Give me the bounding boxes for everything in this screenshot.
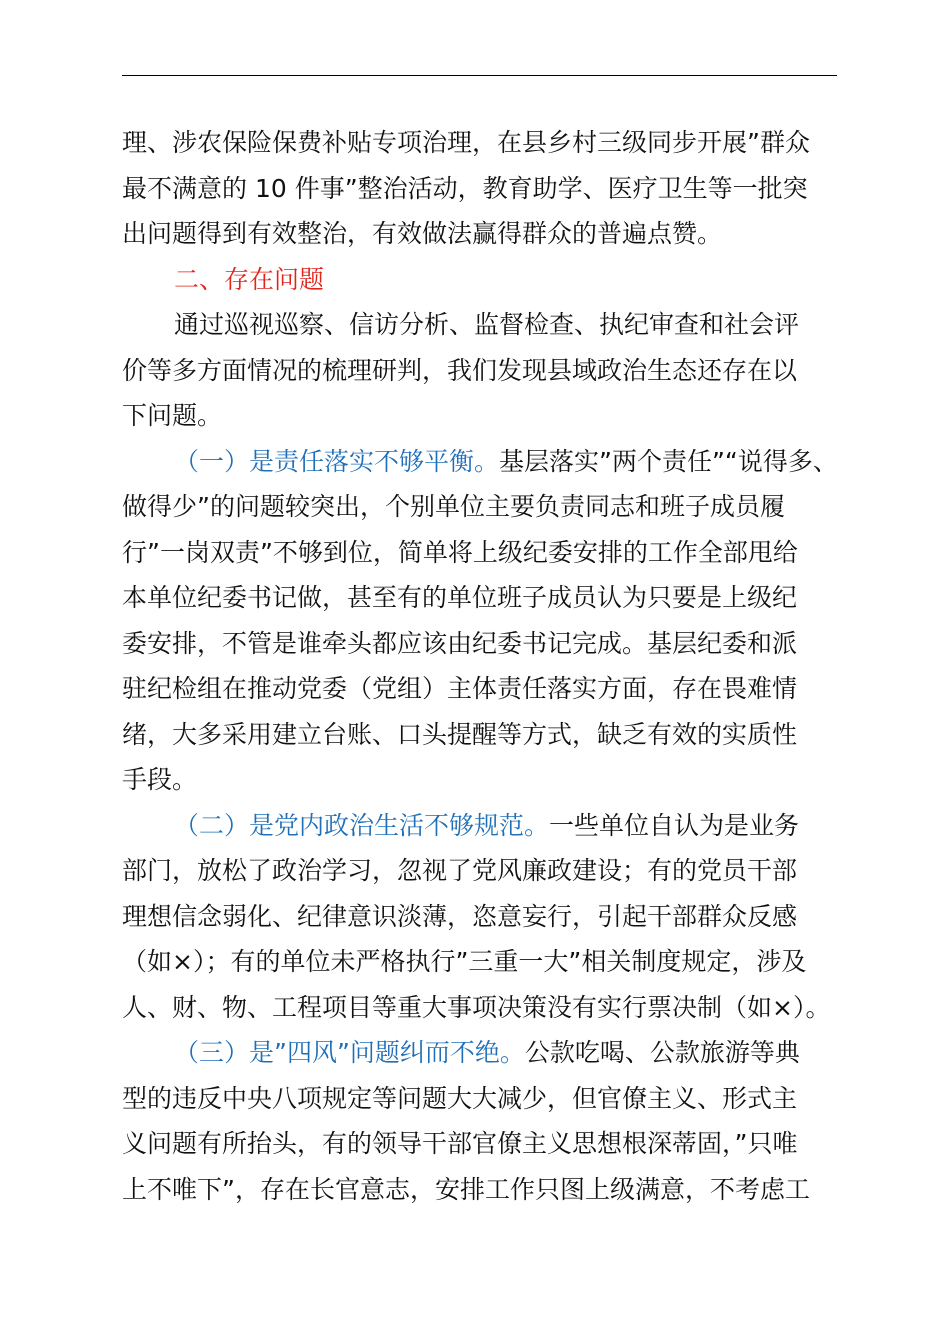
text-line: 本单位纪委书记做，甚至有的单位班子成员认为只要是上级纪 bbox=[122, 583, 798, 612]
text-line: 理、涉农保险保费补贴专项治理，在县乡村三级同步开展”群众 bbox=[122, 128, 810, 157]
paragraph-line bbox=[122, 439, 840, 485]
text-line: 最不满意的 10 件事”整治活动，教育助学、医疗卫生等一批突 bbox=[122, 173, 808, 203]
text-run: 基层落实”两个责任”“说得多、 bbox=[499, 446, 838, 476]
subheading: （三）是”四风”问题纠而不绝。 bbox=[174, 1038, 525, 1067]
text-line: （如×）；有的单位未严格执行”三重一大”相关制度规定，涉及 bbox=[122, 947, 807, 976]
text-line: 行”一岗双责”不够到位，简单将上级纪委安排的工作全部甩给 bbox=[122, 537, 798, 567]
paragraph-line bbox=[122, 1030, 840, 1076]
text-line: 义问题有所抬头，有的领导干部官僚主义思想根深蒂固，”只唯 bbox=[122, 1129, 798, 1158]
section-heading: 二、存在问题 bbox=[174, 264, 325, 294]
text-line: 做得少”的问题较突出，个别单位主要负责同志和班子成员履 bbox=[122, 492, 785, 521]
text-line: 通过巡视巡察、信访分析、监督检查、执纪审查和社会评 bbox=[174, 310, 800, 339]
text-line: 绪，大多采用建立台账、口头提醒等方式，缺乏有效的实质性 bbox=[122, 719, 798, 749]
subheading: （二）是党内政治生活不够规范。 bbox=[174, 810, 550, 840]
text-run: 一些单位自认为是业务 bbox=[549, 810, 800, 840]
text-run: 公款吃喝、公款旅游等典 bbox=[524, 1038, 800, 1067]
document-body bbox=[122, 120, 840, 1212]
text-line: 下问题。 bbox=[122, 401, 223, 430]
text-line: 委安排，不管是谁牵头都应该由纪委书记完成。基层纪委和派 bbox=[122, 628, 798, 658]
text-line: 上不唯下”，存在长官意志，安排工作只图上级满意，不考虑工 bbox=[122, 1174, 810, 1204]
text-line: 人、财、物、工程项目等重大事项决策没有实行票决制（如×）。 bbox=[122, 992, 831, 1022]
text-line: 部门，放松了政治学习，忽视了党风廉政建设；有的党员干部 bbox=[122, 856, 798, 885]
text-line: 手段。 bbox=[122, 765, 198, 794]
text-line: 出问题得到有效整治，有效做法赢得群众的普遍点赞。 bbox=[122, 219, 723, 248]
text-line: 驻纪检组在推动党委（党组）主体责任落实方面，存在畏难情 bbox=[122, 674, 798, 703]
text-line: 理想信念弱化、纪律意识淡薄，恣意妄行，引起干部群众反感 bbox=[122, 901, 798, 931]
text-line: 型的违反中央八项规定等问题大大减少，但官僚主义、形式主 bbox=[122, 1083, 798, 1113]
subheading: （一）是责任落实不够平衡。 bbox=[174, 446, 500, 476]
paragraph-line bbox=[122, 803, 840, 849]
text-line: 价等多方面情况的梳理研判，我们发现县域政治生态还存在以 bbox=[122, 355, 798, 385]
header-rule bbox=[122, 75, 837, 76]
